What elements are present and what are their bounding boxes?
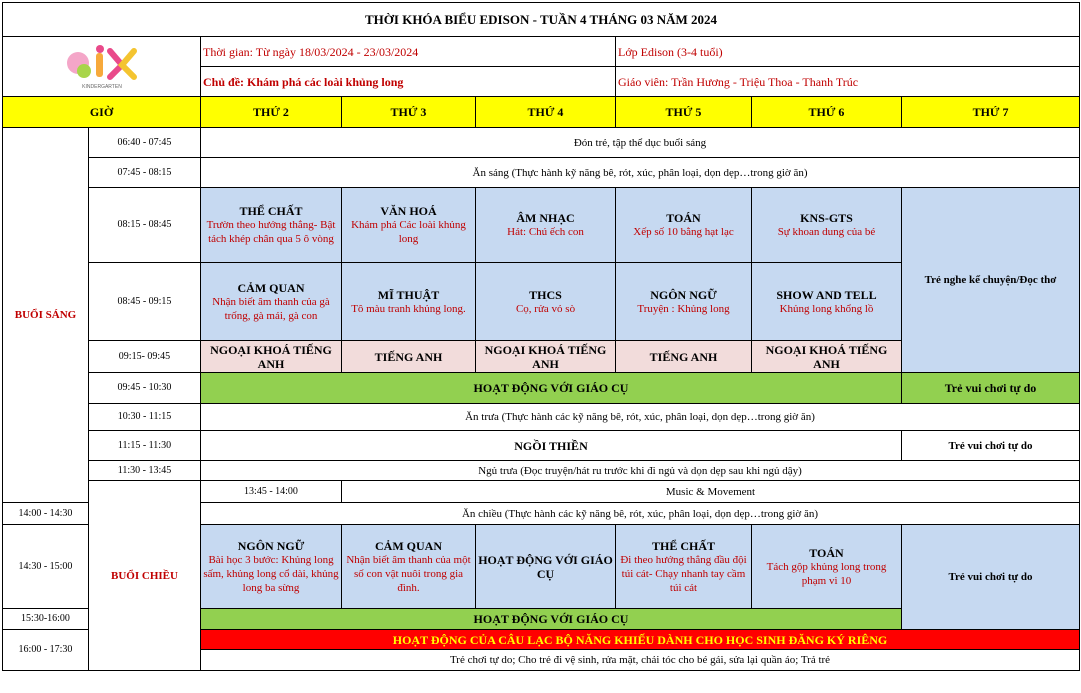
class-name: Lớp Edison (3-4 tuổi) bbox=[616, 37, 1080, 67]
lesson-cell bbox=[476, 525, 616, 609]
activity-row: Trẻ chơi tự do; Cho trẻ đi vệ sinh, rửa mặt, chải tóc cho bé gái, sửa lại quần áo; Trả trẻ bbox=[201, 650, 1080, 671]
lesson-cell bbox=[752, 188, 902, 263]
lesson-desc: Trườn theo hướng thẳng- Bật tách khép chân qua 5 ô vòng bbox=[206, 219, 336, 245]
lesson-desc: Bài học 3 bước: Khủng long sấm, khủng long cổ dài, khủng long ba sừng bbox=[203, 553, 339, 594]
header-time: GIỜ bbox=[3, 97, 201, 128]
lesson-subject: THỂ CHẤT bbox=[239, 204, 303, 218]
time-slot: 09:45 - 10:30 bbox=[89, 373, 201, 404]
lesson-subject: TOÁN bbox=[666, 211, 701, 225]
meditation: NGỒI THIỀN bbox=[201, 431, 902, 461]
header-day: THỨ 4 bbox=[476, 97, 616, 128]
materials-activity: HOẠT ĐỘNG VỚI GIÁO CỤ bbox=[201, 609, 902, 630]
activity-row: Ăn chiều (Thực hành các kỹ năng bê, rót, xúc, phân loại, dọn dẹp…trong giờ ăn) bbox=[201, 503, 1080, 525]
materials-activity: HOẠT ĐỘNG VỚI GIÁO CỤ bbox=[201, 373, 902, 404]
lesson-desc: Sự khoan dung của bé bbox=[777, 226, 876, 238]
lesson-desc: Cọ, rửa vỏ sò bbox=[515, 302, 576, 315]
club-activity: HOẠT ĐỘNG CỦA CÂU LẠC BỘ NĂNG KHIẾU DÀNH CHO HỌC SINH ĐĂNG KÝ RIÊNG bbox=[201, 630, 1080, 650]
lesson-desc: Đi theo hướng thẳng đầu đội túi cát- Chạy nhanh tay cầm túi cát bbox=[620, 553, 747, 594]
saturday-afternoon: Trẻ vui chơi tự do bbox=[902, 525, 1080, 630]
time-slot: 06:40 - 07:45 bbox=[89, 128, 201, 158]
activity-row: Ăn sáng (Thực hành kỹ năng bê, rót, xúc, phân loại, dọn dẹp…trong giờ ăn) bbox=[201, 158, 1080, 188]
lesson-subject: NGÔN NGỮ bbox=[237, 538, 305, 553]
aik-logo-icon bbox=[62, 43, 142, 91]
activity-row: Ngủ trưa (Đọc truyện/hát ru trước khi đi ngủ và dọn dẹp sau khi ngủ dậy) bbox=[201, 461, 1080, 481]
english-cell: TIẾNG ANH bbox=[342, 341, 476, 373]
time-slot: 08:45 - 09:15 bbox=[89, 263, 201, 341]
lesson-subject: SHOW AND TELL bbox=[776, 287, 877, 302]
time-slot: 16:00 - 17:30 bbox=[3, 630, 89, 671]
lesson-cell bbox=[476, 188, 616, 263]
saturday-free-play: Trẻ vui chơi tự do bbox=[902, 373, 1080, 404]
lesson-desc: Tách gộp khủng long trong phạm vi 10 bbox=[766, 560, 887, 587]
lesson-desc: Khám phá Các loài khủng long bbox=[351, 219, 466, 245]
lesson-cell bbox=[201, 525, 342, 609]
time-slot: 15:30-16:00 bbox=[3, 609, 89, 630]
session-morning: BUỔI SÁNG bbox=[3, 128, 89, 503]
theme: Chủ đề: Khám phá các loài khủng long bbox=[201, 67, 616, 97]
english-cell: NGOẠI KHOÁ TIẾNG ANH bbox=[476, 341, 616, 373]
english-cell: NGOẠI KHOÁ TIẾNG ANH bbox=[201, 341, 342, 373]
header-day: THỨ 5 bbox=[616, 97, 752, 128]
header-day: THỨ 2 bbox=[201, 97, 342, 128]
time-slot: 11:15 - 11:30 bbox=[89, 431, 201, 461]
lesson-desc: Nhận biết âm thanh của một số con vật nuôi trong gia đình. bbox=[346, 553, 471, 594]
saturday-free-play: Trẻ vui chơi tự do bbox=[902, 431, 1080, 461]
header-day: THỨ 3 bbox=[342, 97, 476, 128]
lesson-cell bbox=[342, 263, 476, 341]
activity-row: Ăn trưa (Thực hành các kỹ năng bê, rót, xúc, phân loại, dọn dẹp…trong giờ ăn) bbox=[201, 404, 1080, 431]
lesson-desc: Khủng long khổng lồ bbox=[779, 302, 874, 315]
lesson-subject: THỂ CHẤT bbox=[651, 538, 715, 553]
lesson-subject: KNS-GTS bbox=[800, 211, 853, 225]
lesson-desc: Hát: Chú ếch con bbox=[507, 226, 584, 238]
session-afternoon: BUỔI CHIỀU bbox=[89, 481, 201, 671]
time-slot: 08:15 - 08:45 bbox=[89, 188, 201, 263]
timetable bbox=[2, 2, 1080, 671]
lesson-cell bbox=[201, 263, 342, 341]
lesson-subject: VĂN HOÁ bbox=[380, 204, 437, 218]
page-title: THỜI KHÓA BIỂU EDISON - TUẦN 4 THÁNG 03 NĂM 2024 bbox=[3, 3, 1080, 37]
lesson-cell bbox=[476, 263, 616, 341]
lesson-subject: THCS bbox=[529, 287, 562, 302]
lesson-subject: MĨ THUẬT bbox=[377, 287, 440, 302]
time-slot: 11:30 - 13:45 bbox=[89, 461, 201, 481]
lesson-subject: ÂM NHẠC bbox=[516, 211, 575, 225]
lesson-cell bbox=[616, 525, 752, 609]
header-day: THỨ 7 bbox=[902, 97, 1080, 128]
lesson-subject: TOÁN bbox=[809, 545, 844, 560]
saturday-morning: Trẻ nghe kể chuyện/Đọc thơ bbox=[902, 188, 1080, 373]
time-range: Thời gian: Từ ngày 18/03/2024 - 23/03/2024 bbox=[201, 37, 616, 67]
lesson-subject: HOẠT ĐỘNG VỚI GIÁO CỤ bbox=[478, 552, 613, 581]
lesson-desc: Nhận biết âm thanh của gà trống, gà mái, gà con bbox=[212, 295, 330, 322]
svg-text:KINDERGARTEN: KINDERGARTEN bbox=[81, 83, 122, 90]
lesson-cell bbox=[342, 525, 476, 609]
lesson-cell bbox=[616, 188, 752, 263]
english-cell: NGOẠI KHOÁ TIẾNG ANH bbox=[752, 341, 902, 373]
school-logo bbox=[3, 37, 201, 97]
header-day: THỨ 6 bbox=[752, 97, 902, 128]
time-slot: 09:15- 09:45 bbox=[89, 341, 201, 373]
lesson-subject: CẢM QUAN bbox=[237, 280, 305, 295]
lesson-desc: Xếp số 10 bằng hạt lạc bbox=[633, 226, 734, 238]
lesson-cell bbox=[752, 263, 902, 341]
time-slot: 13:45 - 14:00 bbox=[201, 481, 342, 503]
time-slot: 07:45 - 08:15 bbox=[89, 158, 201, 188]
lesson-desc: Tô màu tranh khủng long. bbox=[351, 302, 466, 315]
lesson-subject: NGÔN NGỮ bbox=[650, 287, 717, 302]
lesson-cell bbox=[342, 188, 476, 263]
lesson-cell bbox=[201, 188, 342, 263]
time-slot: 14:00 - 14:30 bbox=[3, 503, 89, 525]
english-cell: TIẾNG ANH bbox=[616, 341, 752, 373]
activity-row: Music & Movement bbox=[342, 481, 1080, 503]
lesson-cell bbox=[616, 263, 752, 341]
teachers: Giáo viên: Trần Hương - Triệu Thoa - Thanh Trúc bbox=[616, 67, 1080, 97]
time-slot: 10:30 - 11:15 bbox=[89, 404, 201, 431]
lesson-subject: CẢM QUAN bbox=[375, 538, 442, 553]
lesson-desc: Truyện : Khủng long bbox=[637, 302, 730, 315]
time-slot: 14:30 - 15:00 bbox=[3, 525, 89, 609]
lesson-cell bbox=[752, 525, 902, 609]
activity-row: Đón trẻ, tập thể dục buổi sáng bbox=[201, 128, 1080, 158]
